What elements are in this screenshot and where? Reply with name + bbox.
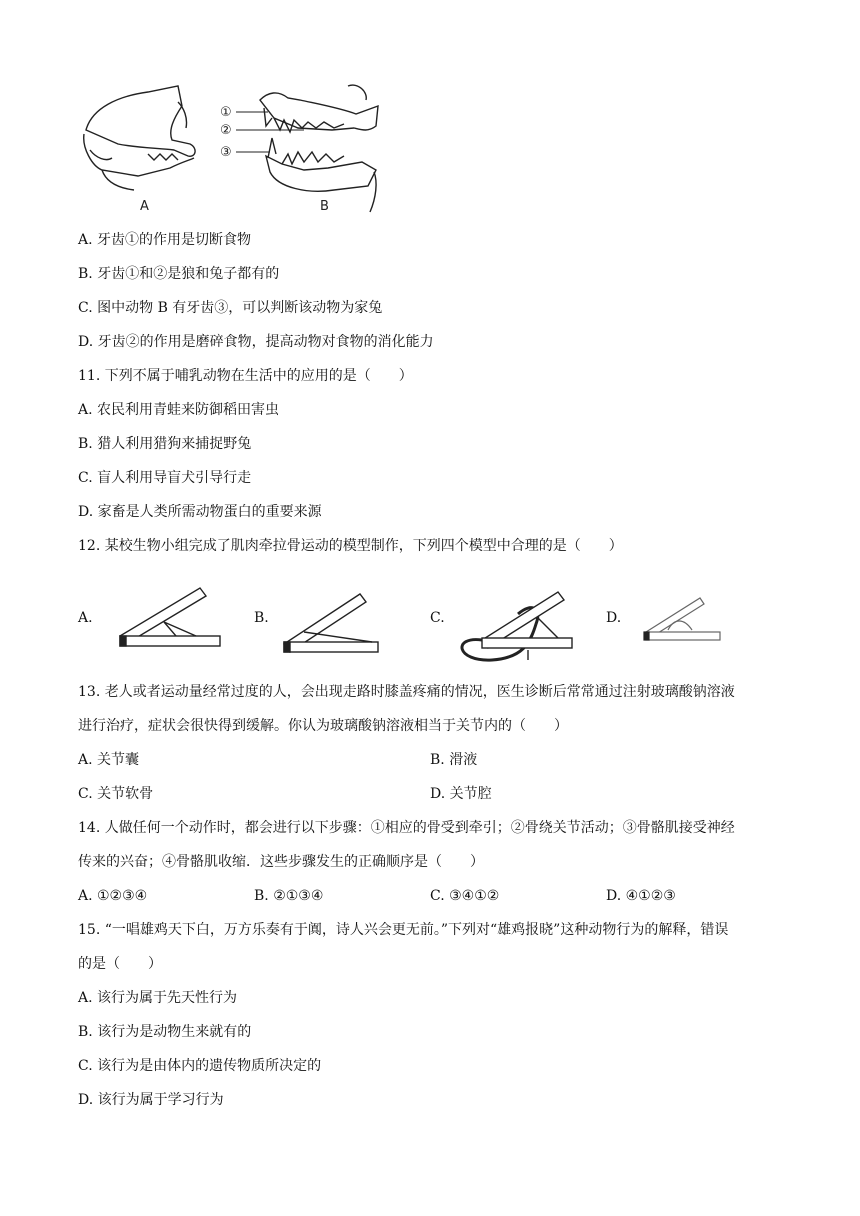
caption-b: B: [320, 199, 329, 214]
q11-stem: 11. 下列不属于哺乳动物在生活中的应用的是（ ）: [78, 368, 413, 384]
teeth-figure: [78, 78, 388, 216]
q14-stem-line1: 14. 人做任何一个动作时，都会进行以下步骤：①相应的骨受到牵引；②骨绕关节活动；③骨骼肌接受神经: [78, 820, 735, 836]
q13-option-b: B. 滑液: [430, 752, 478, 768]
q14-option-b: B. ②①③④: [254, 888, 324, 904]
q15-option-d: D. 该行为属于学习行为: [78, 1092, 224, 1108]
model-d-label: D.: [606, 610, 622, 626]
q10-option-c: C. 图中动物 B 有牙齿③，可以判断该动物为家兔: [78, 300, 383, 316]
q14-options-row: [78, 886, 778, 906]
q14-option-a: A. ①②③④: [78, 888, 148, 904]
q15-option-a: A. 该行为属于先天性行为: [78, 990, 238, 1006]
muscle-model-figure: [72, 584, 752, 674]
q12-stem: 12. 某校生物小组完成了肌肉牵拉骨运动的模型制作，下列四个模型中合理的是（ ）: [78, 538, 623, 554]
q15-option-c: C. 该行为是由体内的遗传物质所决定的: [78, 1058, 322, 1074]
label-3: ③: [220, 145, 232, 160]
q11-option-a: A. 农民利用青蛙来防御稻田害虫: [78, 402, 280, 418]
q13-options-row2: [78, 784, 778, 804]
model-c-drawing: [462, 592, 572, 660]
model-a-label: A.: [78, 610, 93, 626]
q13-option-c: C. 关节软骨: [78, 786, 154, 802]
teeth-labels: [140, 105, 329, 214]
model-c-label: C.: [430, 610, 445, 626]
q15-stem-line2: 的是（ ）: [78, 956, 162, 972]
q14-option-d: D. ④①②③: [606, 888, 676, 904]
q11-option-b: B. 猎人利用猎狗来捕捉野兔: [78, 436, 252, 452]
q13-stem-line1: 13. 老人或者运动量经常过度的人，会出现走路时膝盖疼痛的情况，医生诊断后常常通过注射玻璃酸钠溶液: [78, 684, 735, 700]
model-b-label: B.: [254, 610, 269, 626]
q15-stem-line1: 15. “一唱雄鸡天下白，万方乐奏有于阗，诗人兴会更无前。”下列对“雄鸡报晓”这种动物行为的解释，错误: [78, 922, 729, 938]
model-d-drawing: [644, 598, 720, 640]
model-b-drawing: [284, 594, 378, 652]
q15-option-b: B. 该行为是动物生来就有的: [78, 1024, 252, 1040]
label-1: ①: [220, 105, 232, 120]
model-a-drawing: [120, 588, 220, 646]
q13-stem-line2: 进行治疗，症状会很快得到缓解。你认为玻璃酸钠溶液相当于关节内的（ ）: [78, 718, 568, 734]
q14-option-c: C. ③④①②: [430, 888, 500, 904]
q11-option-d: D. 家畜是人类所需动物蛋白的重要来源: [78, 504, 322, 520]
skull-b-drawing: [260, 85, 378, 212]
q10-option-d: D. 牙齿②的作用是磨碎食物，提高动物对食物的消化能力: [78, 334, 434, 350]
skull-a-drawing: [84, 86, 195, 190]
caption-a: A: [140, 199, 149, 214]
q10-option-b: B. 牙齿①和②是狼和兔子都有的: [78, 266, 280, 282]
q13-option-d: D. 关节腔: [430, 786, 492, 802]
q13-option-a: A. 关节囊: [78, 752, 140, 768]
q10-option-a: A. 牙齿①的作用是切断食物: [78, 232, 252, 248]
label-2: ②: [220, 123, 232, 138]
q13-options-row1: [78, 750, 778, 770]
q14-stem-line2: 传来的兴奋；④骨骼肌收缩．这些步骤发生的正确顺序是（ ）: [78, 854, 484, 870]
q11-option-c: C. 盲人利用导盲犬引导行走: [78, 470, 252, 486]
